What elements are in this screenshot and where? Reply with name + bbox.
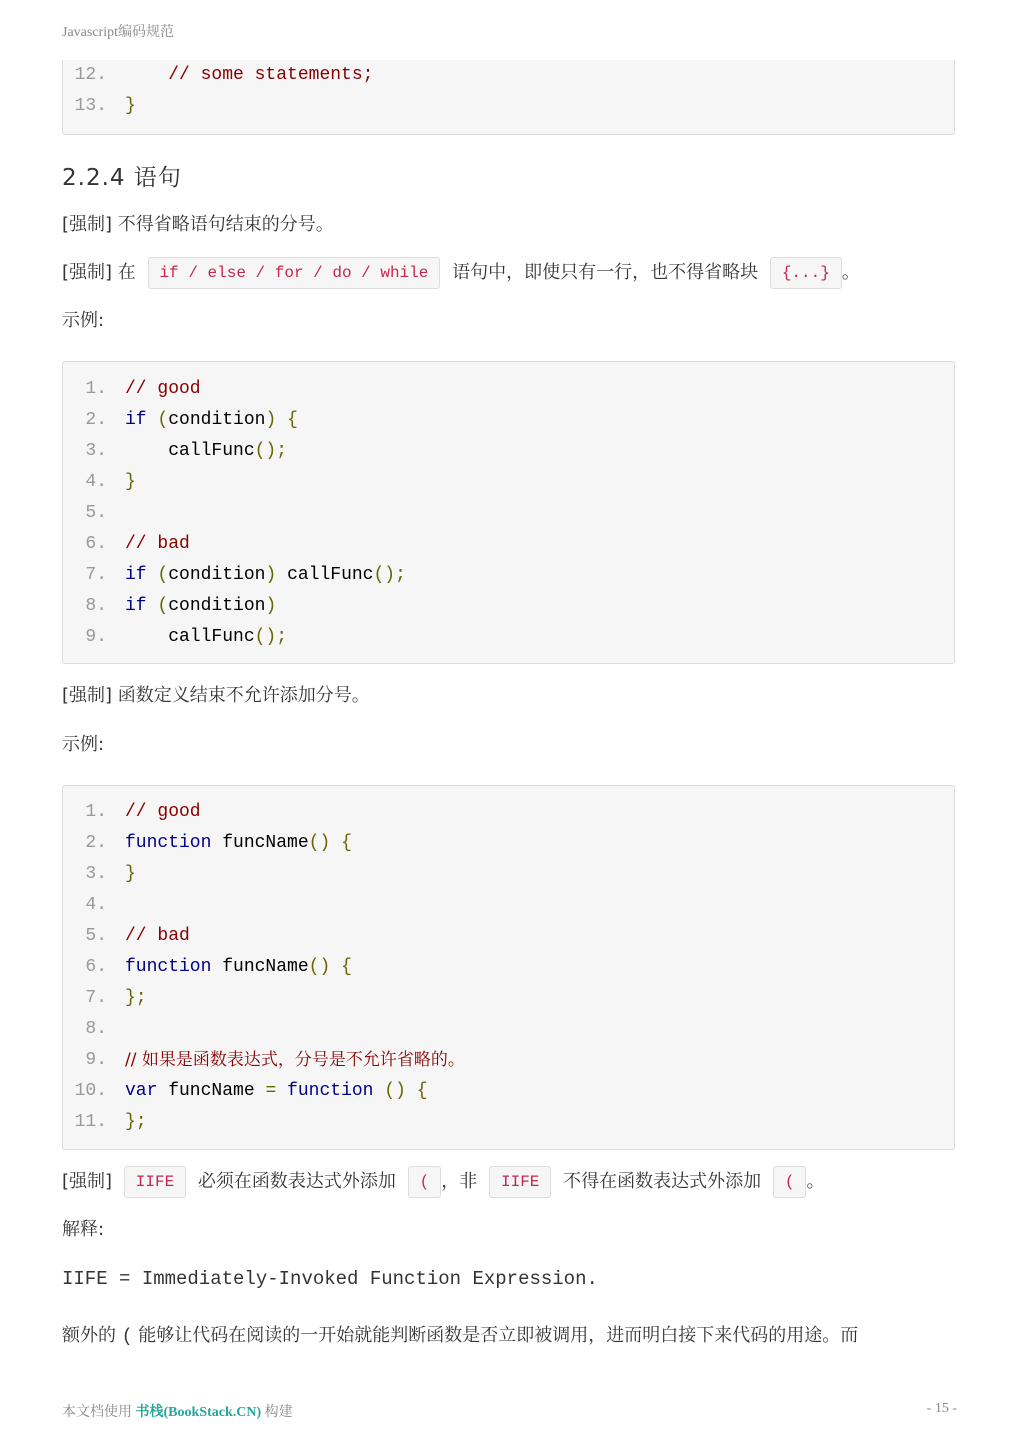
code-token: ) xyxy=(265,596,277,616)
code-line xyxy=(63,591,954,622)
explain-text: 能够让代码在阅读的一开始就能判断函数是否立即被调用，进而明白接下来代码的用途。而 xyxy=(138,1325,859,1346)
code-block-function-example xyxy=(62,785,955,1150)
code-token xyxy=(147,596,158,616)
code-token: (); xyxy=(254,441,288,461)
code-line xyxy=(63,622,954,653)
line-number: 3. xyxy=(85,864,107,884)
footer-credit xyxy=(62,1401,293,1421)
explain-text: 额外的 xyxy=(62,1325,116,1346)
code-token: }; xyxy=(125,1112,147,1132)
code-line xyxy=(63,952,954,983)
inline-code: ( xyxy=(408,1166,442,1198)
inline-code: {...} xyxy=(770,257,842,289)
code-text xyxy=(125,828,352,859)
code-token: function xyxy=(125,957,212,977)
code-token: if xyxy=(125,410,147,430)
code-token: () xyxy=(384,1081,406,1101)
code-token: { xyxy=(416,1081,428,1101)
code-token xyxy=(373,1081,384,1101)
rule-braces xyxy=(62,257,860,289)
rule-function-semicolon xyxy=(62,680,370,712)
code-line xyxy=(63,797,954,828)
code-token: condition xyxy=(168,410,266,430)
code-token: () xyxy=(308,833,331,853)
code-text xyxy=(125,467,136,498)
inline-code: ( xyxy=(773,1166,807,1198)
code-token: if xyxy=(125,596,147,616)
code-block-continued xyxy=(62,60,955,135)
code-line xyxy=(63,498,954,529)
explain-inline-paren: ( xyxy=(121,1327,133,1347)
line-number: 13. xyxy=(74,96,107,116)
code-token: (); xyxy=(373,565,406,585)
code-token: // good xyxy=(125,379,201,399)
code-text xyxy=(125,797,201,828)
rule-text: 函数定义结束不允许添加分号。 xyxy=(117,685,370,706)
code-line xyxy=(63,374,954,405)
code-text xyxy=(125,591,276,622)
rule-text: 不得省略语句结束的分号。 xyxy=(117,214,334,235)
line-number: 1. xyxy=(85,802,107,822)
rule-text: 语句中，即使只有一行，也不得省略块 xyxy=(452,262,759,283)
code-token: function xyxy=(287,1081,374,1101)
code-token: condition xyxy=(168,565,266,585)
code-text xyxy=(125,560,406,591)
code-token: callFunc xyxy=(125,627,255,647)
rule-text: ，非 xyxy=(441,1171,478,1192)
code-text xyxy=(125,529,190,560)
code-line xyxy=(63,436,954,467)
code-text xyxy=(125,405,298,436)
line-number: 8. xyxy=(85,596,107,616)
code-token: () xyxy=(308,957,331,977)
code-line xyxy=(63,983,954,1014)
code-token: ( xyxy=(157,565,169,585)
code-text xyxy=(125,60,373,91)
line-number: 5. xyxy=(85,926,107,946)
code-token: (); xyxy=(254,627,288,647)
code-text xyxy=(125,921,190,952)
line-number: 6. xyxy=(85,534,107,554)
code-token: ( xyxy=(157,410,169,430)
rule-iife xyxy=(62,1166,824,1198)
rule-semicolon xyxy=(62,209,334,241)
code-token: // bad xyxy=(125,926,190,946)
code-token: funcName xyxy=(211,833,309,853)
code-line xyxy=(63,890,954,921)
code-token: = xyxy=(265,1081,277,1101)
code-token: callFunc xyxy=(125,441,255,461)
code-line xyxy=(63,405,954,436)
explain-label: 解释: xyxy=(62,1219,105,1240)
code-token: var xyxy=(125,1081,158,1101)
code-text xyxy=(125,1107,147,1138)
code-text xyxy=(125,622,287,653)
code-line xyxy=(63,859,954,890)
line-number: 1. xyxy=(85,379,107,399)
code-token xyxy=(330,957,341,977)
inline-code: IIFE xyxy=(124,1166,186,1198)
code-token: // good xyxy=(125,802,201,822)
code-token: ( xyxy=(157,596,169,616)
code-text xyxy=(125,1076,428,1107)
code-token: { xyxy=(341,833,352,853)
rule-tag: [强制] xyxy=(62,262,113,283)
code-token: { xyxy=(341,957,352,977)
code-token: } xyxy=(125,472,136,492)
code-token: // some statements; xyxy=(168,65,374,85)
code-text xyxy=(125,859,136,890)
code-token: } xyxy=(125,864,136,884)
line-number: 8. xyxy=(85,1019,107,1039)
code-token: ) xyxy=(265,565,277,585)
example-label: 示例: xyxy=(62,734,105,755)
code-token: // bad xyxy=(125,534,190,554)
code-line xyxy=(63,1045,954,1076)
code-token: // 如果是函数表达式，分号是不允许省略的。 xyxy=(125,1050,465,1070)
code-text xyxy=(125,983,147,1014)
code-token: callFunc xyxy=(276,565,374,585)
rule-text: 。 xyxy=(841,262,860,283)
section-heading: 2.2.4 语句 xyxy=(62,165,182,191)
inline-code: IIFE xyxy=(489,1166,551,1198)
code-token xyxy=(125,65,168,85)
code-line xyxy=(63,1076,954,1107)
line-number: 7. xyxy=(85,565,107,585)
line-number: 3. xyxy=(85,441,107,461)
code-line xyxy=(63,467,954,498)
inline-code: if / else / for / do / while xyxy=(148,257,441,289)
code-line xyxy=(63,1107,954,1138)
line-number: 6. xyxy=(85,957,107,977)
code-text xyxy=(125,952,352,983)
line-number: 10. xyxy=(74,1081,107,1101)
document-header-title: Javascript编码规范 xyxy=(62,25,174,40)
code-line xyxy=(63,91,954,122)
code-token xyxy=(147,410,158,430)
code-token: } xyxy=(125,96,136,116)
code-token xyxy=(147,565,158,585)
code-token: }; xyxy=(125,988,147,1008)
code-token xyxy=(330,833,341,853)
rule-text: 必须在函数表达式外添加 xyxy=(197,1171,396,1192)
rule-text: 不得在函数表达式外添加 xyxy=(563,1171,762,1192)
footer-prefix: 本文档使用 xyxy=(62,1405,132,1420)
code-text xyxy=(125,91,136,122)
code-line xyxy=(63,1014,954,1045)
line-number: 9. xyxy=(85,627,107,647)
code-line xyxy=(63,560,954,591)
footer-suffix: 构建 xyxy=(264,1405,293,1420)
code-token: condition xyxy=(168,596,266,616)
code-line xyxy=(63,828,954,859)
code-line xyxy=(63,921,954,952)
code-token: if xyxy=(125,565,147,585)
code-token: function xyxy=(125,833,212,853)
code-token xyxy=(276,410,287,430)
line-number: 2. xyxy=(85,833,107,853)
code-token: { xyxy=(287,410,298,430)
line-number: 2. xyxy=(85,410,107,430)
code-token xyxy=(406,1081,417,1101)
code-text xyxy=(125,1045,465,1077)
code-token: funcName xyxy=(211,957,309,977)
line-number: 4. xyxy=(85,472,107,492)
code-line xyxy=(63,529,954,560)
line-number: 11. xyxy=(74,1112,107,1132)
code-line xyxy=(63,60,954,91)
line-number: 4. xyxy=(85,895,107,915)
code-token xyxy=(276,1081,287,1101)
rule-tag: [强制] xyxy=(62,214,113,235)
line-number: 5. xyxy=(85,503,107,523)
line-number: 12. xyxy=(74,65,107,85)
code-text xyxy=(125,374,201,405)
iife-definition: IIFE = Immediately-Invoked Function Expression. xyxy=(62,1268,598,1290)
example-label: 示例: xyxy=(62,310,105,331)
explain-paragraph xyxy=(62,1320,858,1352)
page-number: - 15 - xyxy=(926,1401,957,1416)
line-number: 9. xyxy=(85,1050,107,1070)
code-token: ) xyxy=(265,410,277,430)
code-text xyxy=(125,436,287,467)
bookstack-link[interactable]: 书栈(BookStack.CN) xyxy=(135,1405,262,1420)
code-block-if-example xyxy=(62,361,955,664)
code-token: funcName xyxy=(157,1081,266,1101)
rule-tag: [强制] xyxy=(62,685,113,706)
line-number: 7. xyxy=(85,988,107,1008)
rule-tag: [强制] xyxy=(62,1171,113,1192)
rule-text: 在 xyxy=(117,262,136,283)
rule-text: 。 xyxy=(806,1171,825,1192)
